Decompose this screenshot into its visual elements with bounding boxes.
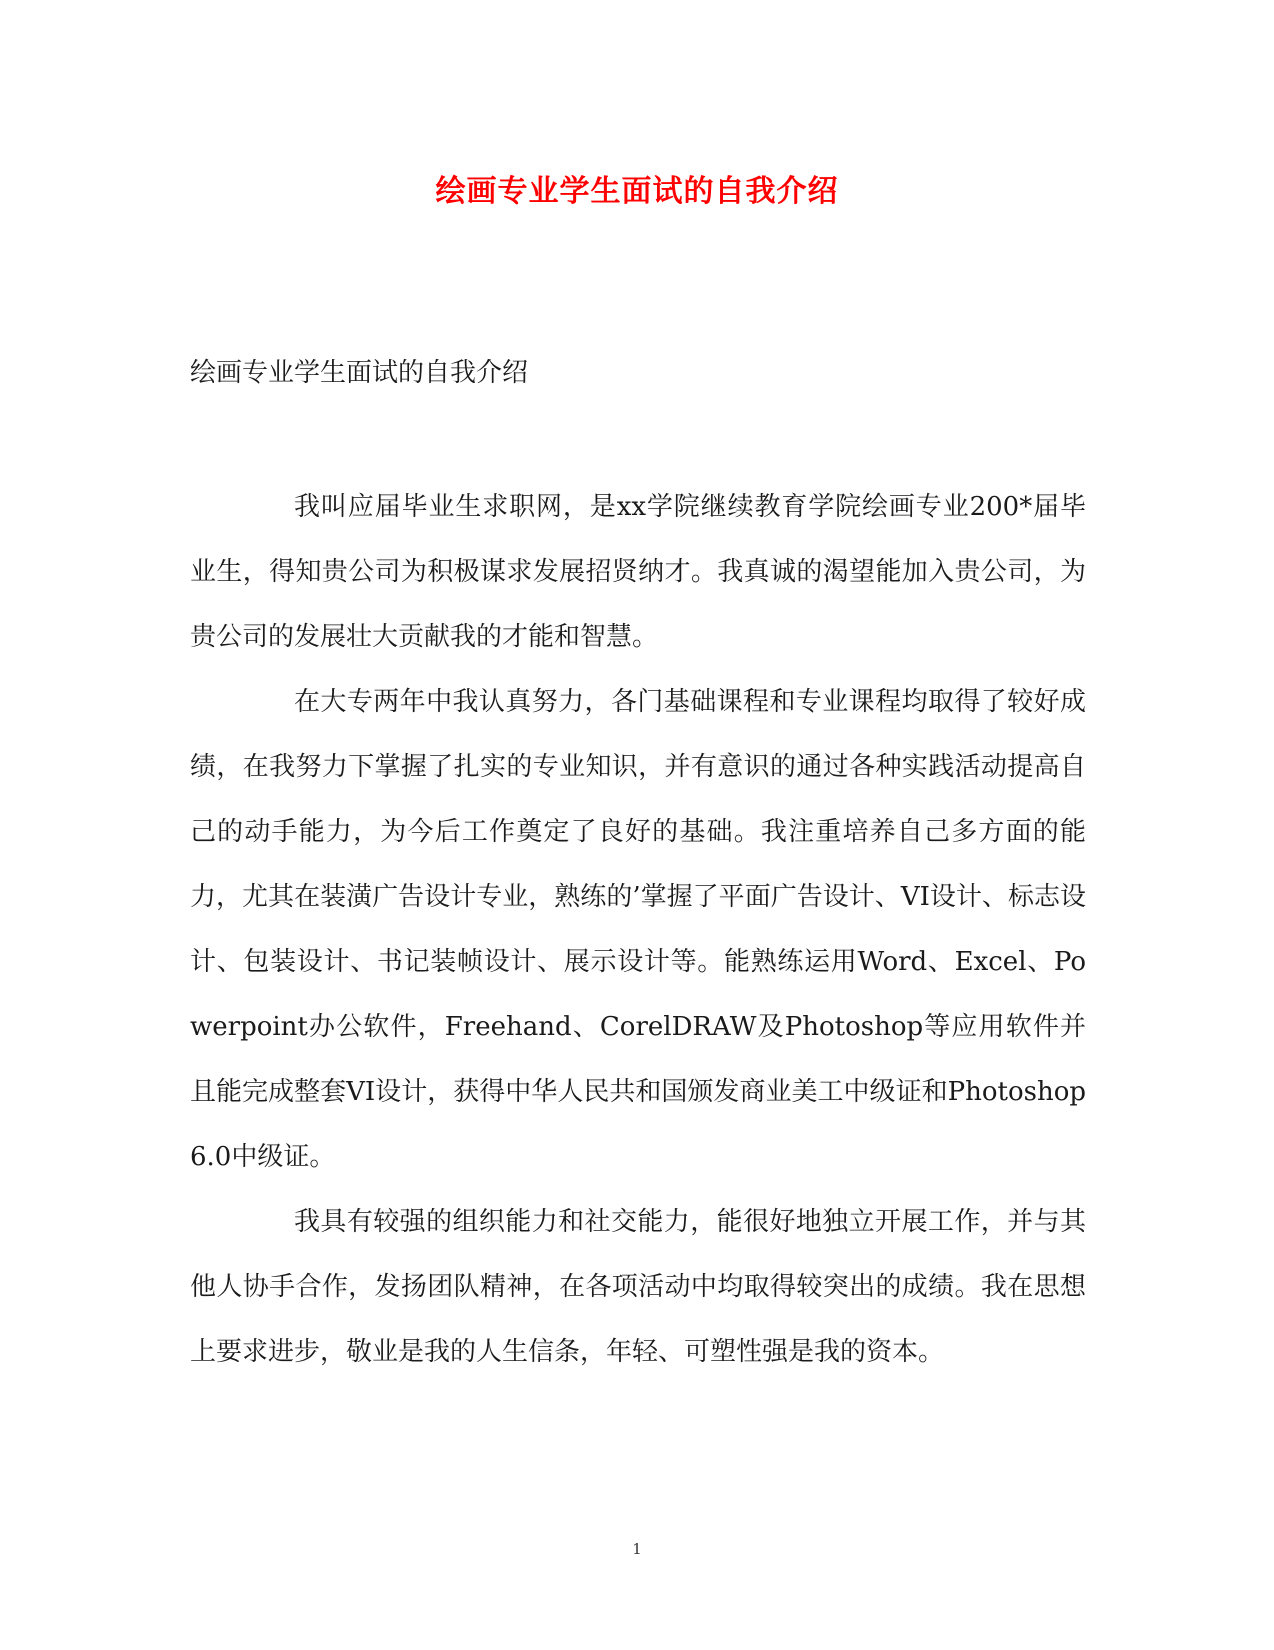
document-body [190,475,1086,1385]
paragraph-abilities: 我具有较强的组织能力和社交能力，能很好地独立开展工作，并与其他人协手合作，发扬团队精神，在各项活动中均取得较突出的成绩。我在思想上要求进步，敬业是我的人生信条，年轻、可塑性强是我的资本。 [190,1207,1086,1367]
document-subtitle: 绘画专业学生面试的自我介绍 [190,358,529,388]
document-title: 绘画专业学生面试的自我介绍 [435,174,839,209]
paragraph-education: 在大专两年中我认真努力，各门基础课程和专业课程均取得了较好成绩，在我努力下掌握了扎实的专业知识，并有意识的通过各种实践活动提高自己的动手能力，为今后工作奠定了良好的基础。我注重培养自己多方面的能力，尤其在装潢广告设计专业，熟练的’掌握了平面广告设计、VI设计、标志设计、包装设计、书记装帧设计、展示设计等。能熟练运用Word、Excel、Powerpoint办公软件，Freehand、CorelDRAW及Photoshop等应用软件并且能完成整套VI设计，获得中华人民共和国颁发商业美工中级证和Photoshop6.0中级证。 [190,687,1086,1172]
paragraph-intro: 我叫应届毕业生求职网，是xx学院继续教育学院绘画专业200*届毕业生，得知贵公司为积极谋求发展招贤纳才。我真诚的渴望能加入贵公司，为贵公司的发展壮大贡献我的才能和智慧。 [190,492,1086,652]
page-number: 1 [632,1540,642,1558]
